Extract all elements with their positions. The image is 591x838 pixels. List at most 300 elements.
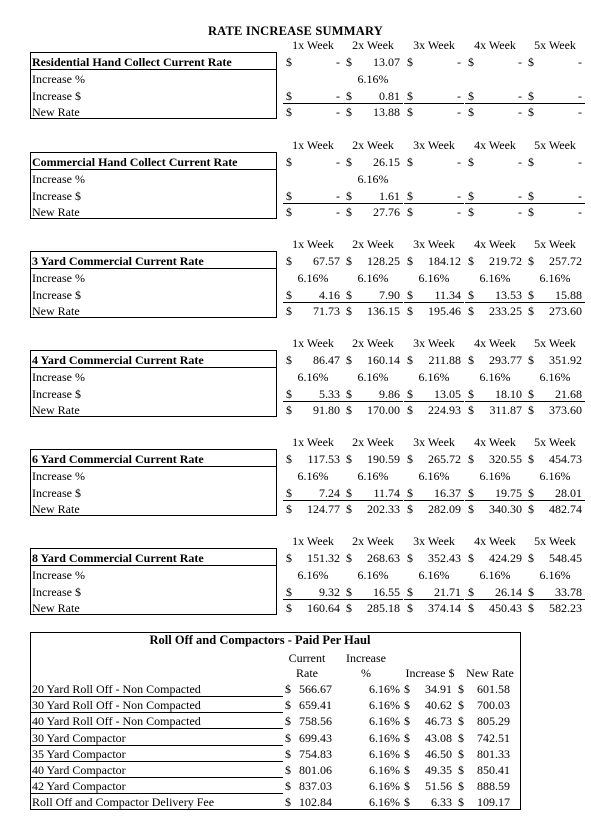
value-cell [404,584,464,600]
value-cell [525,584,585,600]
amount-value: 67.57 [313,254,340,268]
value-cell [343,204,403,220]
rolloff-row [30,713,521,729]
increase-amount-value: 49.35 [425,763,452,777]
value-cell [343,71,403,87]
currency-symbol: $ [286,452,292,466]
currency-symbol: $ [346,403,352,417]
value-cell [525,550,585,566]
currency-symbol: $ [458,746,464,761]
amount-value: 268.63 [367,551,400,565]
value-cell [525,188,585,204]
current-rate-value: 837.03 [299,779,332,794]
column-header: 3x Week [413,435,455,449]
amount-value: 224.93 [428,403,461,417]
value-cell [404,402,464,418]
value-cell [525,88,585,104]
row-label: Increase $ [32,585,81,599]
value-cell [283,171,343,187]
percent-value: 6.16% [297,271,329,285]
currency-symbol: $ [346,89,352,103]
currency-symbol: $ [458,682,464,696]
rolloff-label: 30 Yard Roll Off - Non Compacted [32,698,201,713]
new-rate-value: 850.41 [477,763,510,777]
amount-value: - [578,105,582,119]
rolloff-label: 35 Yard Compactor [32,746,126,761]
column-header: 2x Week [352,534,394,548]
section-name: 6 Yard Commercial Current Rate [32,452,204,466]
amount-value: - [457,155,461,169]
increase-amount-value: 46.50 [425,746,452,761]
amount-value: 320.55 [489,452,522,466]
column-header-row [30,534,576,548]
value-cell [283,550,343,566]
value-cell [283,352,343,368]
value-cell [525,369,585,385]
increase-amt-row [30,485,582,501]
value-cell [343,270,403,286]
value-cell [465,204,525,220]
currency-symbol: $ [528,105,534,119]
row-label: Increase % [32,172,85,186]
column-header: 2x Week [352,38,394,52]
currency-symbol: $ [346,304,352,318]
amount-value: 11.34 [434,288,461,302]
amount-value: - [336,55,340,69]
amount-value: 136.15 [367,304,400,318]
currency-symbol: $ [528,486,534,500]
rolloff-row [30,697,521,713]
currency-symbol: $ [286,189,292,203]
amount-value: 219.72 [489,254,522,268]
currency-symbol: $ [346,353,352,367]
value-cell [343,550,403,566]
currency-symbol: $ [286,403,292,417]
increase-amount-value: 43.08 [425,730,452,745]
currency-symbol: $ [407,55,413,69]
currency-symbol: $ [285,682,291,696]
currency-symbol: $ [346,288,352,302]
row-label: Increase % [32,72,85,86]
currency-symbol: $ [528,551,534,565]
value-cell [465,171,525,187]
currency-symbol: $ [468,585,474,599]
amount-value: 28.01 [555,486,582,500]
currency-symbol: $ [346,601,352,615]
percent-value: 6.16% [369,730,400,745]
value-cell [404,253,464,269]
column-header: 4x Week [474,237,516,251]
currency-symbol: $ [407,89,413,103]
value-cell [525,270,585,286]
currency-symbol: $ [286,601,292,615]
column-header: 1x Week [292,38,334,52]
currency-symbol: $ [286,254,292,268]
value-cell [283,501,343,517]
currency-symbol: $ [407,502,413,516]
current-rate-value: 566.67 [299,682,332,696]
value-cell [283,369,343,385]
currency-symbol: $ [468,452,474,466]
value-cell [465,402,525,418]
increase-amt-row [30,386,582,402]
currency-symbol: $ [468,205,474,219]
percent-value: 6.16% [357,172,389,186]
value-cell [465,386,525,402]
percent-value: 6.16% [369,779,400,794]
rolloff-label: 40 Yard Compactor [32,763,126,777]
value-cell [343,501,403,517]
current-rate-row [30,352,582,368]
currency-symbol: $ [407,304,413,318]
percent-value: 6.16% [479,271,511,285]
value-cell [525,501,585,517]
currency-symbol: $ [407,403,413,417]
value-cell [283,270,343,286]
rolloff-label: 20 Yard Roll Off - Non Compacted [32,682,201,696]
rolloff-label: 42 Yard Compactor [32,779,126,794]
row-label: Increase $ [32,288,81,302]
value-cell [283,584,343,600]
currency-symbol: $ [468,601,474,615]
value-cell [465,501,525,517]
currency-symbol: $ [404,698,410,713]
percent-value: 6.16% [539,271,571,285]
amount-value: - [518,55,522,69]
divider [30,809,283,810]
section-name: 8 Yard Commercial Current Rate [32,551,204,565]
column-header: 1x Week [292,435,334,449]
currency-symbol: $ [468,353,474,367]
increase-pct-row [30,369,571,385]
value-cell [283,54,343,70]
amount-value: 352.43 [428,551,461,565]
increase-pct-row [30,270,571,286]
value-cell [283,600,343,616]
column-header: 3x Week [413,138,455,152]
current-rate-row [30,550,582,566]
value-cell [343,567,403,583]
value-cell [525,485,585,501]
value-cell [465,104,525,120]
column-header: 1x Week [292,237,334,251]
amount-value: - [336,189,340,203]
row-label: Increase % [32,568,85,582]
row-label: New Rate [32,601,80,615]
value-cell [465,154,525,170]
value-cell [404,567,464,583]
column-header: 5x Week [534,138,576,152]
value-cell [404,501,464,517]
currency-symbol: $ [407,486,413,500]
amount-value: - [457,55,461,69]
row-label: Increase $ [32,189,81,203]
value-cell [525,54,585,70]
currency-symbol: $ [458,763,464,777]
amount-value: 454.73 [549,452,582,466]
column-header-row [30,336,576,350]
amount-value: - [578,155,582,169]
value-cell [465,567,525,583]
row-label: Increase % [32,370,85,384]
value-cell [465,550,525,566]
value-cell [404,550,464,566]
value-cell [465,188,525,204]
amount-value: 5.33 [319,387,340,401]
value-cell [465,71,525,87]
amount-value: 4.16 [319,288,340,302]
value-cell [404,352,464,368]
currency-symbol: $ [468,403,474,417]
amount-value: 233.25 [489,304,522,318]
amount-value: 374.14 [428,601,461,615]
percent-value: 6.16% [357,370,389,384]
value-cell [283,303,343,319]
currency-symbol: $ [468,189,474,203]
value-cell [404,303,464,319]
amount-value: - [578,89,582,103]
currency-symbol: $ [468,105,474,119]
amount-value: - [457,89,461,103]
column-header: 5x Week [534,38,576,52]
column-header: 1x Week [292,138,334,152]
amount-value: 170.00 [367,403,400,417]
current-rate-value: 699.43 [299,730,332,745]
value-cell [525,386,585,402]
amount-value: 160.14 [367,353,400,367]
currency-symbol: $ [286,502,292,516]
value-cell [343,584,403,600]
amount-value: 195.46 [428,304,461,318]
percent-value: 6.16% [297,568,329,582]
value-cell [525,154,585,170]
amount-value: - [518,105,522,119]
currency-symbol: $ [407,585,413,599]
increase-amount-value: 34.91 [425,682,452,696]
amount-value: 211.88 [428,353,461,367]
rolloff-label: 40 Yard Roll Off - Non Compacted [32,714,201,729]
currency-symbol: $ [285,795,291,810]
amount-value: 26.15 [373,155,400,169]
currency-symbol: $ [407,189,413,203]
value-cell [283,154,343,170]
value-cell [404,369,464,385]
value-cell [343,54,403,70]
value-cell [404,468,464,484]
currency-symbol: $ [346,585,352,599]
amount-value: - [336,205,340,219]
value-cell [465,303,525,319]
increase-amount-value: 6.33 [431,795,452,810]
currency-symbol: $ [286,353,292,367]
value-cell [404,451,464,467]
percent-value: 6.16% [369,763,400,777]
amount-value: 124.77 [307,502,340,516]
currency-symbol: $ [407,353,413,367]
value-cell [404,386,464,402]
current-rate-value: 801.06 [299,763,332,777]
value-cell [283,402,343,418]
percent-value: 6.16% [369,698,400,713]
value-cell [525,600,585,616]
value-cell [283,88,343,104]
value-cell [283,468,343,484]
increase-amount-value: 46.73 [425,714,452,729]
value-cell [283,188,343,204]
currency-symbol: $ [346,387,352,401]
currency-symbol: $ [468,551,474,565]
rolloff-row [30,794,521,810]
amount-value: 482.74 [549,502,582,516]
amount-value: 351.92 [549,353,582,367]
increase-pct-row [30,468,571,484]
currency-symbol: $ [407,288,413,302]
new-rate-value: 742.51 [477,730,510,745]
currency-symbol: $ [404,763,410,777]
percent-value: 6.16% [539,370,571,384]
value-cell [283,451,343,467]
current-rate-value: 102.84 [299,795,332,810]
amount-value: 0.81 [379,89,400,103]
currency-symbol: $ [346,55,352,69]
currency-symbol: $ [528,601,534,615]
amount-value: 16.37 [434,486,461,500]
amount-value: 11.74 [373,486,400,500]
amount-value: 373.60 [549,403,582,417]
currency-symbol: $ [468,387,474,401]
currency-symbol: $ [285,730,291,745]
currency-symbol: $ [285,763,291,777]
column-header: 3x Week [413,237,455,251]
currency-symbol: $ [528,189,534,203]
column-header: 4x Week [474,38,516,52]
value-cell [525,451,585,467]
value-cell [404,287,464,303]
amount-value: 265.72 [428,452,461,466]
currency-symbol: $ [285,779,291,794]
increase-pct-row [30,567,571,583]
new-rate-row [30,104,582,120]
amount-value: - [518,189,522,203]
percent-value: 6.16% [297,469,329,483]
rolloff-row [30,746,521,762]
currency-symbol: $ [458,714,464,729]
currency-symbol: $ [404,714,410,729]
new-rate-value: 601.58 [477,682,510,696]
amount-value: 21.68 [555,387,582,401]
increase-amount-value: 40.62 [425,698,452,713]
currency-symbol: $ [286,585,292,599]
rolloff-row [30,730,521,746]
percent-value: 6.16% [369,795,400,810]
column-header: 4x Week [474,435,516,449]
rolloff-label: Roll Off and Compactor Delivery Fee [32,795,215,810]
currency-symbol: $ [346,155,352,169]
current-rate-row [30,451,582,467]
value-cell [343,451,403,467]
value-cell [465,253,525,269]
currency-symbol: $ [458,779,464,794]
amount-value: 582.23 [549,601,582,615]
currency-symbol: $ [468,288,474,302]
current-rate-value: 758.56 [299,714,332,729]
currency-symbol: $ [458,730,464,745]
currency-symbol: $ [407,254,413,268]
column-header-row [30,138,576,152]
amount-value: - [457,189,461,203]
percent-value: 6.16% [369,714,400,729]
column-header: 5x Week [534,336,576,350]
amount-value: - [578,205,582,219]
currency-symbol: $ [404,746,410,761]
current-rate-row [30,54,582,70]
amount-value: 27.76 [373,205,400,219]
rolloff-row [30,778,521,794]
value-cell [404,204,464,220]
new-rate-row [30,303,582,319]
rolloff-label: 30 Yard Compactor [32,730,126,745]
percent-value: 6.16% [357,271,389,285]
column-header-row [30,38,576,52]
new-rate-value: 801.33 [477,746,510,761]
amount-value: 190.59 [367,452,400,466]
percent-value: 6.16% [418,469,450,483]
amount-value: - [518,89,522,103]
value-cell [343,386,403,402]
value-cell [404,171,464,187]
currency-symbol: $ [468,502,474,516]
currency-symbol: $ [286,387,292,401]
amount-value: - [578,55,582,69]
currency-symbol: $ [528,254,534,268]
current-rate-row [30,154,582,170]
percent-value: 6.16% [479,370,511,384]
page-title: RATE INCREASE SUMMARY [207,24,384,38]
currency-symbol: $ [286,486,292,500]
currency-symbol: $ [468,254,474,268]
value-cell [525,104,585,120]
new-rate-value: 888.59 [477,779,510,794]
value-cell [343,468,403,484]
value-cell [465,352,525,368]
amount-value: - [336,89,340,103]
row-label: New Rate [32,105,80,119]
column-header: 2x Week [352,336,394,350]
value-cell [525,402,585,418]
currency-symbol: $ [285,714,291,729]
row-label: Increase % [32,271,85,285]
currency-symbol: $ [346,452,352,466]
column-header: 5x Week [534,534,576,548]
value-cell [343,253,403,269]
value-cell [404,54,464,70]
value-cell [283,104,343,120]
currency-symbol: $ [346,189,352,203]
value-cell [525,352,585,368]
row-label: Increase $ [32,486,81,500]
percent-value: 6.16% [418,568,450,582]
amount-value: 13.05 [434,387,461,401]
currency-symbol: $ [528,304,534,318]
currency-symbol: $ [404,795,410,810]
value-cell [283,253,343,269]
percent-value: 6.16% [539,469,571,483]
currency-symbol: $ [458,698,464,713]
currency-symbol: $ [404,779,410,794]
amount-value: 7.90 [379,288,400,302]
value-cell [525,204,585,220]
value-cell [343,171,403,187]
